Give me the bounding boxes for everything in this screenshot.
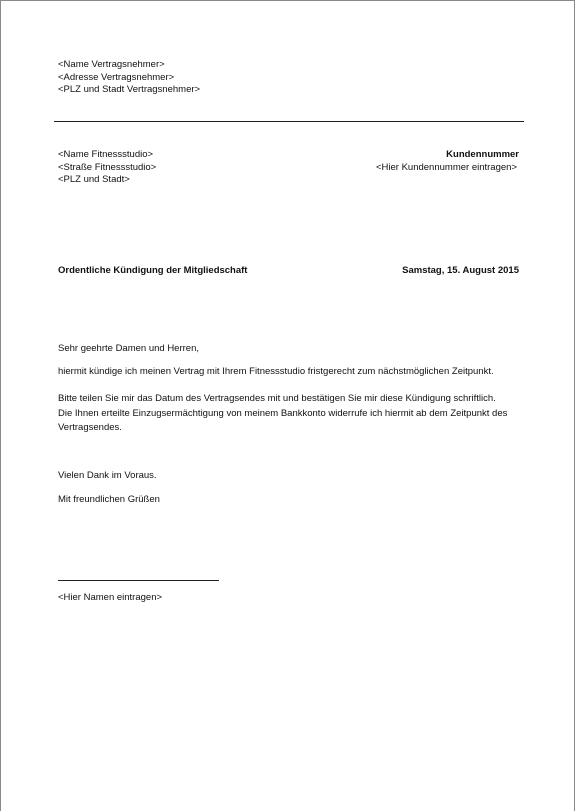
letter-date: Samstag, 15. August 2015 [402, 265, 519, 276]
recipient-name: <Name Fitnessstudio> [58, 149, 154, 160]
recipient-city: <PLZ und Stadt> [58, 174, 130, 186]
sender-address-line: <Adresse Vertragsnehmer> [58, 71, 175, 83]
body-paragraph-2-line-2: Die Ihnen erteilte Einzugsermächtigung von meinem Bankkonto widerrufe ich hiermit ab dem Zeitpunkt des [58, 407, 508, 419]
closing-regards: Mit freundlichen Grüßen [58, 494, 160, 505]
subject-line: Ordentliche Kündigung der Mitgliedschaft [58, 265, 248, 276]
header-divider [54, 121, 524, 122]
body-paragraph-2-line-1: Bitte teilen Sie mir das Datum des Vertragsendes mit und bestätigen Sie mir diese Kündigung schriftlich. [58, 393, 496, 404]
recipient-address [58, 149, 156, 187]
sender-city: <PLZ und Stadt Vertragsnehmer> [58, 84, 201, 96]
body-paragraph-2-line-3: Vertragsendes. [58, 422, 122, 433]
recipient-street: <Straße Fitnessstudio> [58, 161, 157, 173]
salutation: Sehr geehrte Damen und Herren, [58, 343, 199, 354]
closing-thanks: Vielen Dank im Voraus. [58, 470, 157, 481]
body-paragraph-2 [58, 392, 507, 436]
sender-name: <Name Vertragsnehmer> [58, 59, 165, 70]
customer-number-value: <Hier Kundennummer eintragen> [375, 162, 517, 173]
body-paragraph-1: hiermit kündige ich meinen Vertrag mit Ihrem Fitnessstudio fristgerecht zum nächstmöglichen Zeitpunkt. [58, 366, 494, 377]
customer-number-label: Kundennummer [446, 149, 519, 160]
sender-address [58, 59, 200, 97]
signature-name: <Hier Namen eintragen> [58, 592, 163, 603]
signature-line [58, 580, 219, 581]
